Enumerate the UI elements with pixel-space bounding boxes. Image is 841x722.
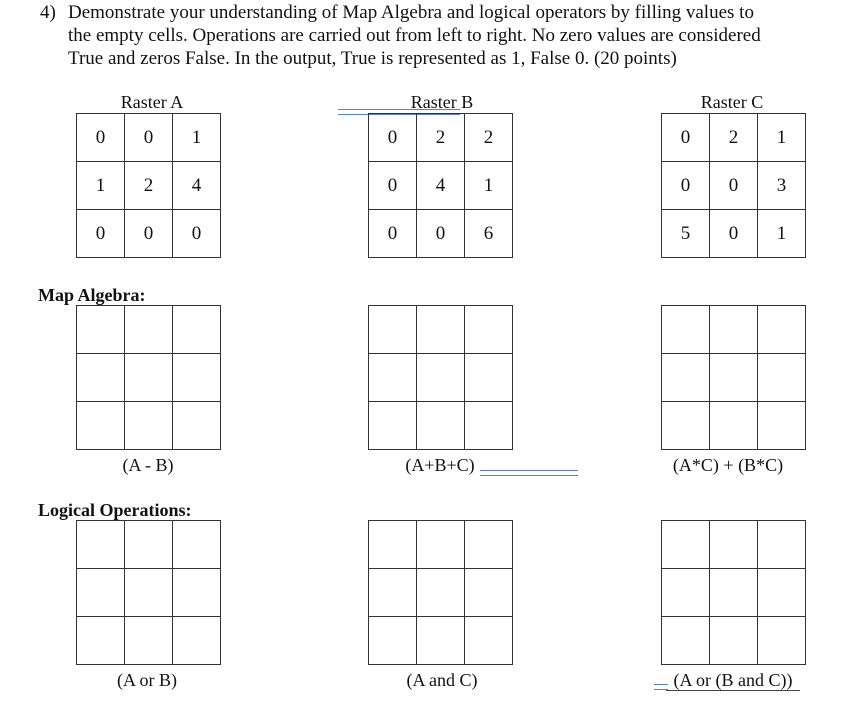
raster-b-cell: 2 bbox=[465, 114, 513, 162]
raster-c-cell: 0 bbox=[662, 114, 710, 162]
raster-c-cell: 0 bbox=[710, 210, 758, 258]
answer-grid-a-or-b[interactable] bbox=[76, 520, 221, 665]
raster-c-cell: 1 bbox=[758, 114, 806, 162]
answer-cell[interactable] bbox=[77, 306, 125, 354]
answer-cell[interactable] bbox=[465, 569, 513, 617]
answer-cell[interactable] bbox=[465, 354, 513, 402]
answer-cell[interactable] bbox=[758, 617, 806, 665]
raster-c-cell: 2 bbox=[710, 114, 758, 162]
operation-label-a-plus-b-plus-c: (A+B+C) bbox=[405, 455, 475, 475]
answer-cell[interactable] bbox=[662, 569, 710, 617]
answer-cell[interactable] bbox=[662, 617, 710, 665]
answer-cell[interactable] bbox=[125, 354, 173, 402]
answer-cell[interactable] bbox=[710, 569, 758, 617]
answer-cell[interactable] bbox=[465, 306, 513, 354]
question-line-1: Demonstrate your understanding of Map Algebra and logical operators by filling values to bbox=[68, 2, 754, 23]
label-underline bbox=[666, 690, 800, 691]
answer-cell[interactable] bbox=[417, 569, 465, 617]
answer-grid-ac-plus-bc[interactable] bbox=[661, 305, 806, 450]
answer-cell[interactable] bbox=[173, 569, 221, 617]
raster-b-cell: 2 bbox=[417, 114, 465, 162]
answer-cell[interactable] bbox=[77, 521, 125, 569]
answer-cell[interactable] bbox=[369, 569, 417, 617]
raster-b-cell: 4 bbox=[417, 162, 465, 210]
answer-cell[interactable] bbox=[77, 354, 125, 402]
answer-cell[interactable] bbox=[758, 306, 806, 354]
raster-c-title: Raster C bbox=[700, 92, 764, 112]
proofing-underline bbox=[480, 470, 578, 476]
raster-c-cell: 3 bbox=[758, 162, 806, 210]
raster-c-cell: 5 bbox=[662, 210, 710, 258]
raster-a-title: Raster A bbox=[120, 92, 184, 112]
raster-c-cell: 0 bbox=[710, 162, 758, 210]
question-line-3: True and zeros False. In the output, True is represented as 1, False 0. (20 points) bbox=[68, 48, 677, 69]
answer-cell[interactable] bbox=[369, 617, 417, 665]
answer-cell[interactable] bbox=[173, 617, 221, 665]
answer-cell[interactable] bbox=[369, 306, 417, 354]
answer-grid-a-plus-b-plus-c[interactable] bbox=[368, 305, 513, 450]
answer-cell[interactable] bbox=[173, 521, 221, 569]
raster-b-cell: 0 bbox=[417, 210, 465, 258]
raster-c-grid bbox=[661, 113, 806, 258]
answer-cell[interactable] bbox=[369, 521, 417, 569]
answer-grid-a-and-c[interactable] bbox=[368, 520, 513, 665]
answer-cell[interactable] bbox=[758, 521, 806, 569]
raster-a-cell: 1 bbox=[77, 162, 125, 210]
raster-b-cell: 0 bbox=[369, 162, 417, 210]
answer-cell[interactable] bbox=[417, 521, 465, 569]
raster-a-cell: 2 bbox=[125, 162, 173, 210]
raster-a-cell: 1 bbox=[173, 114, 221, 162]
raster-a-cell: 0 bbox=[173, 210, 221, 258]
answer-cell[interactable] bbox=[417, 306, 465, 354]
operation-label-a-minus-b: (A - B) bbox=[122, 455, 174, 475]
answer-cell[interactable] bbox=[173, 402, 221, 450]
answer-cell[interactable] bbox=[173, 306, 221, 354]
answer-cell[interactable] bbox=[758, 354, 806, 402]
answer-cell[interactable] bbox=[369, 354, 417, 402]
answer-cell[interactable] bbox=[662, 521, 710, 569]
operation-label-a-or-b-and-c: (A or (B and C)) bbox=[673, 670, 793, 690]
raster-b-grid bbox=[368, 113, 513, 258]
answer-cell[interactable] bbox=[662, 306, 710, 354]
answer-cell[interactable] bbox=[662, 402, 710, 450]
map-algebra-heading: Map Algebra: bbox=[38, 285, 146, 305]
logical-operations-heading: Logical Operations: bbox=[38, 500, 192, 520]
operation-label-a-and-c: (A and C) bbox=[406, 670, 478, 690]
answer-cell[interactable] bbox=[465, 617, 513, 665]
answer-cell[interactable] bbox=[125, 306, 173, 354]
question-line-2: the empty cells. Operations are carried out from left to right. No zero values are considered bbox=[68, 25, 761, 46]
answer-cell[interactable] bbox=[710, 354, 758, 402]
answer-cell[interactable] bbox=[710, 306, 758, 354]
operation-label-a-or-b: (A or B) bbox=[117, 670, 177, 690]
raster-b-cell: 0 bbox=[369, 114, 417, 162]
raster-a-cell: 0 bbox=[125, 210, 173, 258]
answer-cell[interactable] bbox=[758, 402, 806, 450]
answer-cell[interactable] bbox=[710, 617, 758, 665]
raster-b-cell: 1 bbox=[465, 162, 513, 210]
answer-cell[interactable] bbox=[77, 617, 125, 665]
raster-a-cell: 0 bbox=[77, 210, 125, 258]
answer-cell[interactable] bbox=[465, 521, 513, 569]
raster-c-cell: 0 bbox=[662, 162, 710, 210]
answer-cell[interactable] bbox=[417, 354, 465, 402]
answer-cell[interactable] bbox=[125, 402, 173, 450]
raster-b-title: Raster B bbox=[410, 92, 474, 112]
answer-grid-a-or-b-and-c[interactable] bbox=[661, 520, 806, 665]
answer-cell[interactable] bbox=[77, 569, 125, 617]
raster-a-cell: 4 bbox=[173, 162, 221, 210]
raster-c-cell: 1 bbox=[758, 210, 806, 258]
answer-cell[interactable] bbox=[417, 617, 465, 665]
raster-a-cell: 0 bbox=[125, 114, 173, 162]
answer-cell[interactable] bbox=[758, 569, 806, 617]
answer-cell[interactable] bbox=[417, 402, 465, 450]
operation-label-ac-plus-bc: (A*C) + (B*C) bbox=[672, 455, 784, 475]
answer-cell[interactable] bbox=[710, 402, 758, 450]
answer-cell[interactable] bbox=[465, 402, 513, 450]
question-number: 4) bbox=[40, 2, 56, 23]
answer-cell[interactable] bbox=[125, 521, 173, 569]
answer-cell[interactable] bbox=[125, 569, 173, 617]
answer-cell[interactable] bbox=[662, 354, 710, 402]
raster-b-cell: 0 bbox=[369, 210, 417, 258]
answer-cell[interactable] bbox=[125, 617, 173, 665]
raster-b-cell: 6 bbox=[465, 210, 513, 258]
raster-a-grid bbox=[76, 113, 221, 258]
raster-a-cell: 0 bbox=[77, 114, 125, 162]
answer-cell[interactable] bbox=[710, 521, 758, 569]
answer-cell[interactable] bbox=[369, 402, 417, 450]
answer-grid-a-minus-b[interactable] bbox=[76, 305, 221, 450]
answer-cell[interactable] bbox=[77, 402, 125, 450]
answer-cell[interactable] bbox=[173, 354, 221, 402]
